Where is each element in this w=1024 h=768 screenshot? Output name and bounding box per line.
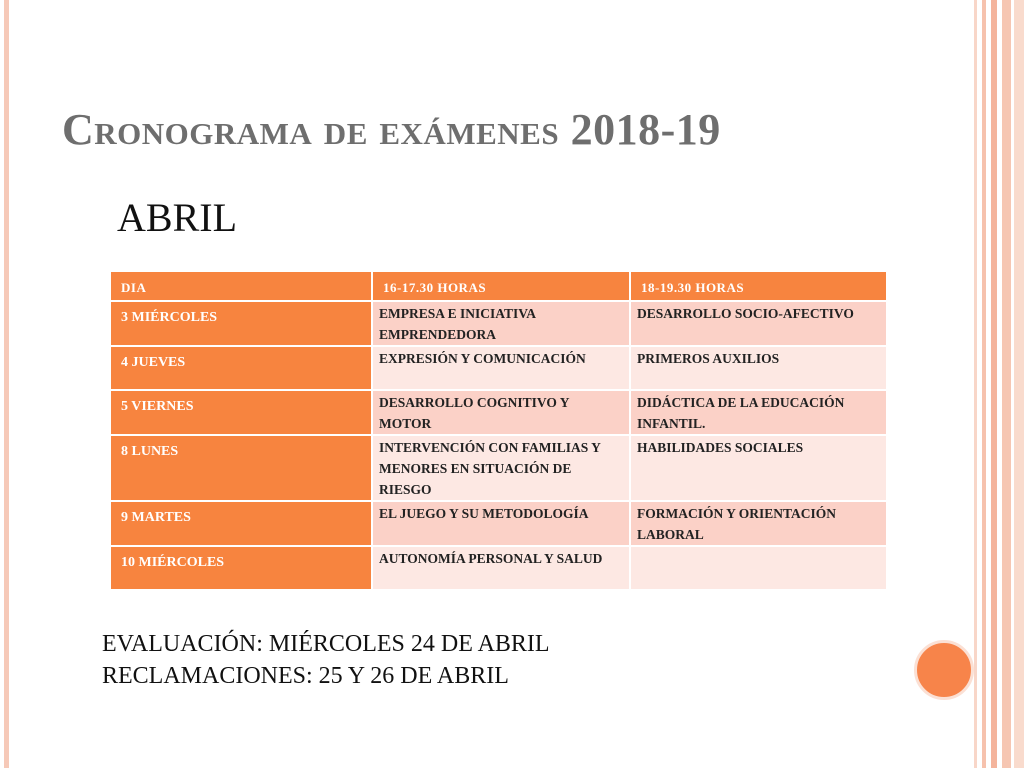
exam-cell: PRIMEROS AUXILIOS <box>630 346 887 390</box>
exam-cell <box>630 546 887 590</box>
exam-cell: FORMACIÓN Y ORIENTACIÓN LABORAL <box>630 501 887 546</box>
claims-dates: RECLAMACIONES: 25 Y 26 DE ABRIL <box>102 663 509 689</box>
header-slot-2: 18-19.30 HORAS <box>630 271 887 301</box>
stripe <box>1002 0 1011 768</box>
exam-cell: EL JUEGO Y SU METODOLOGÍA <box>372 501 630 546</box>
table-row <box>110 346 887 390</box>
footer-notes <box>102 628 550 692</box>
stripe <box>982 0 986 768</box>
month-heading: ABRIL <box>117 195 237 240</box>
evaluation-date: EVALUACIÓN: MIÉRCOLES 24 DE ABRIL <box>102 631 550 657</box>
header-day: DIA <box>110 271 372 301</box>
table-row <box>110 301 887 346</box>
exam-cell: EMPRESA E INICIATIVA EMPRENDEDORA <box>372 301 630 346</box>
day-cell: 4 JUEVES <box>110 346 372 390</box>
day-cell: 8 LUNES <box>110 435 372 501</box>
day-cell: 10 MIÉRCOLES <box>110 546 372 590</box>
day-cell: 3 MIÉRCOLES <box>110 301 372 346</box>
stripe <box>1014 0 1024 768</box>
right-decorative-stripes <box>974 0 1024 768</box>
exam-cell: HABILIDADES SOCIALES <box>630 435 887 501</box>
table-row <box>110 390 887 435</box>
decorative-circle <box>914 640 974 700</box>
stripe <box>974 0 977 768</box>
table-header-row <box>110 271 887 301</box>
exam-schedule-table <box>109 270 888 591</box>
exam-cell: INTERVENCIÓN CON FAMILIAS Y MENORES EN SITUACIÓN DE RIESGO <box>372 435 630 501</box>
stripe <box>991 0 997 768</box>
exam-cell: AUTONOMÍA PERSONAL Y SALUD <box>372 546 630 590</box>
exam-cell: DESARROLLO SOCIO-AFECTIVO <box>630 301 887 346</box>
exam-cell: DESARROLLO COGNITIVO Y MOTOR <box>372 390 630 435</box>
table-row <box>110 435 887 501</box>
day-cell: 5 VIERNES <box>110 390 372 435</box>
table-row <box>110 501 887 546</box>
exam-cell: DIDÁCTICA DE LA EDUCACIÓN INFANTIL. <box>630 390 887 435</box>
exam-cell: EXPRESIÓN Y COMUNICACIÓN <box>372 346 630 390</box>
day-cell: 9 MARTES <box>110 501 372 546</box>
slide-title: Cronograma de exámenes 2018-19 <box>62 105 721 154</box>
table-row <box>110 546 887 590</box>
left-border-stripe <box>4 0 9 768</box>
header-slot-1: 16-17.30 HORAS <box>372 271 630 301</box>
